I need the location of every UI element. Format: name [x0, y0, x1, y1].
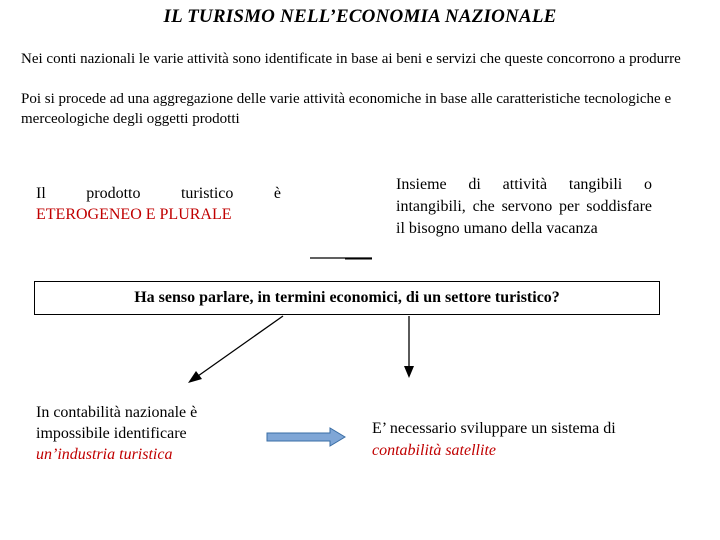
page-title: IL TURISMO NELL’ECONOMIA NAZIONALE — [163, 6, 557, 27]
product-statement-line1: Il prodotto turistico è — [36, 185, 281, 202]
intro-paragraph-1: Nei conti nazionali le varie attività sono identificate in base ai beni e servizi che queste concorrono a produrre — [21, 51, 681, 67]
right-note-text: E’ necessario sviluppare un sistema di — [372, 420, 616, 437]
question-text: Ha senso parlare, in termini economici, di un settore turistico? — [134, 289, 560, 306]
right-block-arrow-icon — [267, 428, 345, 446]
tourism-definition: Insieme di attività tangibili o intangibili, che servono per soddisfare il bisogno umano della vacanza — [396, 176, 652, 237]
diagonal-arrow-head — [188, 371, 202, 383]
right-note-emphasis: contabilità satellite — [372, 442, 496, 459]
down-arrow-head — [404, 366, 414, 378]
right-note — [372, 418, 642, 462]
question-box — [34, 281, 660, 315]
product-statement — [36, 183, 281, 225]
product-statement-emphasis: ETEROGENEO E PLURALE — [36, 206, 232, 223]
left-note — [36, 402, 266, 465]
left-note-text: In contabilità nazionale è impossibile identificare — [36, 404, 198, 442]
intro-paragraph-2: Poi si procede ad una aggregazione delle varie attività economiche in base alle caratteristiche tecnologiche e merceologiche degli oggetti prodotti — [21, 91, 672, 127]
diagonal-arrow-line — [198, 316, 283, 376]
left-note-emphasis: un’industria turistica — [36, 446, 173, 463]
